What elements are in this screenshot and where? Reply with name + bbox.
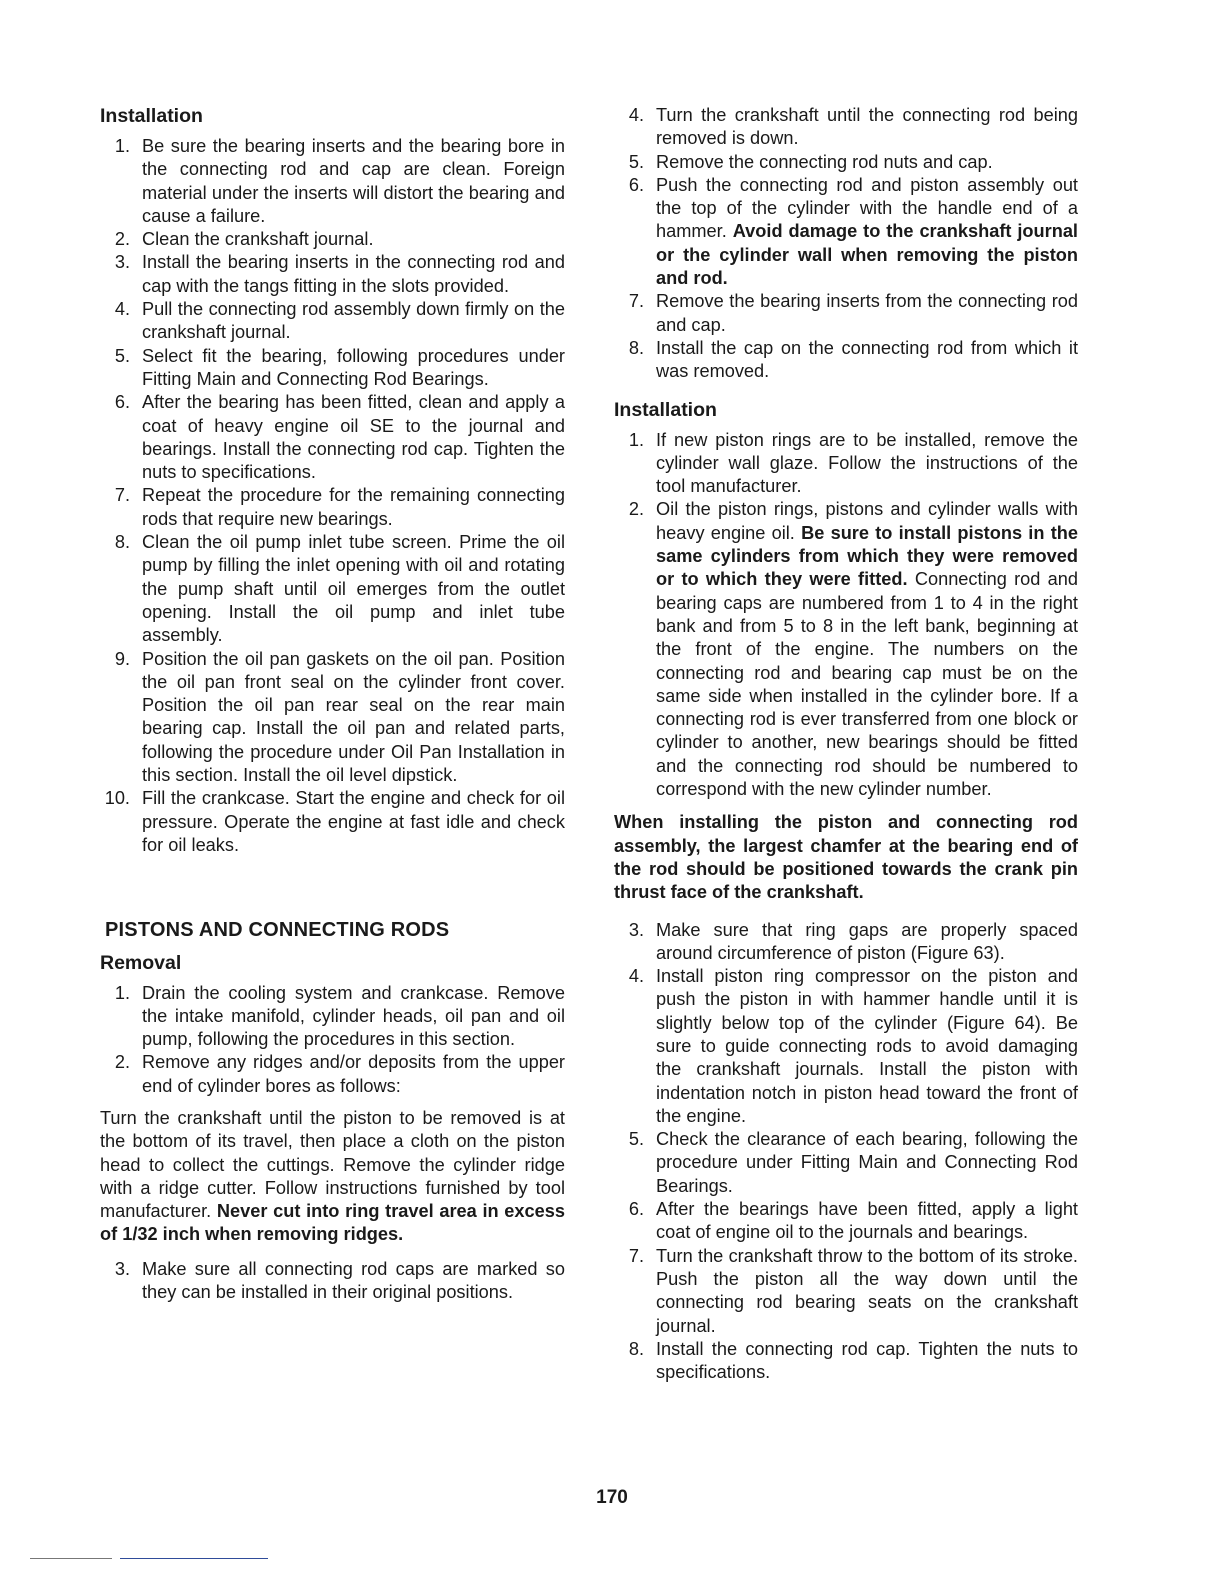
install-same-cylinder-warning: Be sure to install pistons in the same cylinders from which they were removed or to which they were fitted. <box>656 522 1078 590</box>
list-item-number: 7. <box>628 291 644 312</box>
list-item <box>614 337 1078 384</box>
list-item-number: 6. <box>628 174 644 195</box>
scan-artifact-line <box>120 1558 268 1559</box>
removal-steps-list-cont <box>100 1258 565 1305</box>
chamfer-note: When installing the piston and connecting rod assembly, the largest chamfer at the bearing end of the rod should be positioned towards the crank pin thrust face of the crankshaft. <box>614 812 1078 903</box>
scan-artifact-line <box>30 1558 112 1559</box>
list-item-text: Oil the piston rings, pistons and cylinder walls with heavy engine oil. <box>656 499 1078 543</box>
list-item <box>100 787 565 857</box>
list-item-text: Install the cap on the connecting rod from which it was removed. <box>656 337 1078 382</box>
list-item <box>614 1338 1078 1385</box>
list-item-number: 2. <box>628 499 644 520</box>
list-item-text: Repeat the procedure for the remaining connecting rods that require new bearings. <box>142 485 565 529</box>
piston-installation-steps-list <box>614 429 1078 802</box>
list-item <box>100 648 565 788</box>
list-item-number: 1. <box>628 429 644 450</box>
list-item <box>614 1128 1078 1198</box>
list-item-text: After the bearings have been fitted, apply a light coat of engine oil to the journals and bearings. <box>656 1199 1078 1243</box>
avoid-damage-warning: Avoid damage to the crankshaft journal or the cylinder wall when removing the piston and rod. <box>656 221 1078 289</box>
list-item-number: 2. <box>114 229 130 250</box>
list-item-text: Clean the oil pump inlet tube screen. Prime the oil pump by filling the inlet opening with oil and rotating the pump shaft until oil emerges from the outlet opening. Install the oil pump and inlet tube assembly. <box>142 532 565 646</box>
list-item-text: Drain the cooling system and crankcase. Remove the intake manifold, cylinder heads, oil pan and oil pump, following the procedures in this section. <box>142 982 565 1050</box>
list-item-text: Clean the crankshaft journal. <box>142 229 374 250</box>
list-item-text: If new piston rings are to be installed, remove the cylinder wall glaze. Follow the instructions of the tool manufacturer. <box>656 429 1078 497</box>
left-column <box>100 104 565 1304</box>
list-item <box>100 982 565 1052</box>
list-item-text: Turn the crankshaft throw to the bottom of its stroke. Push the piston all the way down until the connecting rod bearing seats on the crankshaft journal. <box>656 1245 1078 1336</box>
list-item-text: Select fit the bearing, following procedures under Fitting Main and Connecting Rod Bearings. <box>142 345 565 389</box>
ridge-warning: Never cut into ring travel area in excess of 1/32 inch when removing ridges. <box>100 1201 565 1245</box>
list-item <box>614 498 1078 801</box>
list-item-number: 3. <box>114 1258 130 1279</box>
list-item <box>614 174 1078 290</box>
list-item-number: 10. <box>104 788 130 809</box>
list-item-number: 8. <box>628 337 644 358</box>
list-item-number: 4. <box>628 966 644 987</box>
list-item-text: Make sure all connecting rod caps are marked so they can be installed in their original positions. <box>142 1258 565 1303</box>
list-item-text: Check the clearance of each bearing, following the procedure under Fitting Main and Connecting Rod Bearings. <box>656 1129 1078 1196</box>
list-item-number: 6. <box>114 392 130 413</box>
section-heading-removal: Removal <box>100 951 182 974</box>
list-item <box>614 1245 1078 1338</box>
ridge-removal-paragraph <box>100 1107 565 1247</box>
list-item <box>100 228 565 251</box>
list-item-text: Install the connecting rod cap. Tighten the nuts to specifications. <box>656 1338 1078 1383</box>
list-item-text: Install piston ring compressor on the piston and push the piston in with hammer handle until it is slightly below top of the cylinder (Figure 64). Be sure to guide connecting rods to avoid damaging the crankshaft journals. Install the piston with indentation notch in piston head toward the front of the engine. <box>656 966 1078 1126</box>
list-item-number: 7. <box>114 485 130 506</box>
list-item-number: 6. <box>628 1199 644 1220</box>
removal-steps-list <box>100 982 565 1098</box>
list-item-number: 4. <box>628 105 644 125</box>
section-heading-installation-pistons: Installation <box>614 398 717 421</box>
list-item-text: Push the connecting rod and piston assembly out the top of the cylinder with the handle end of a hammer. <box>656 174 1078 242</box>
list-item-text: Pull the connecting rod assembly down firmly on the crankshaft journal. <box>142 299 565 343</box>
list-item-number: 4. <box>114 299 130 320</box>
list-item-text: Remove the bearing inserts from the connecting rod and cap. <box>656 291 1078 335</box>
list-item <box>100 484 565 531</box>
piston-installation-steps-list-cont <box>614 919 1078 1385</box>
list-item <box>614 965 1078 1128</box>
list-item-text: Make sure that ring gaps are properly spaced around circumference of piston (Figure 63). <box>656 919 1078 963</box>
list-item <box>100 135 565 228</box>
installation-steps-list <box>100 135 565 857</box>
list-item <box>614 290 1078 337</box>
list-item-number: 7. <box>628 1245 644 1266</box>
list-item <box>614 1198 1078 1245</box>
list-item-text: Remove any ridges and/or deposits from the upper end of cylinder bores as follows: <box>142 1052 565 1096</box>
list-item-text: Fill the crankcase. Start the engine and check for oil pressure. Operate the engine at fast idle and check for oil leaks. <box>142 788 565 855</box>
list-item-text-cont: Connecting rod and bearing caps are numbered from 1 to 4 in the right bank and from 5 to 8 in the left bank, beginning at the front of the engine. The numbers on the connecting rod and bearing cap must be on the same side when installed in the cylinder bore. If a connecting rod is ever transferred from one block or cylinder to another, new bearings should be fitted and the connecting rod should be numbered to correspond with the new cylinder number. <box>656 569 1078 800</box>
list-item-number: 9. <box>114 648 130 669</box>
list-item <box>614 919 1078 966</box>
section-heading-pistons: PISTONS AND CONNECTING RODS <box>105 919 450 942</box>
list-item-text: Position the oil pan gaskets on the oil pan. Position the oil pan front seal on the cylinder front cover. Position the oil pan rear seal on the rear main bearing cap. Install the oil pan and related parts, following the procedure under Oil Pan Installation in this section. Install the oil level dipstick. <box>142 648 565 786</box>
list-item-text: After the bearing has been fitted, clean and apply a coat of heavy engine oil SE to the journal and bearings. Install the connecting rod cap. Tighten the nuts to specifications. <box>142 392 565 483</box>
list-item <box>100 345 565 392</box>
ridge-removal-text: Turn the crankshaft until the piston to be removed is at the bottom of its travel, then place a cloth on the piston head to collect the cuttings. Remove the cylinder ridge with a ridge cutter. Follow instructions furnished by tool manufacturer. <box>100 1107 565 1222</box>
section-heading-installation: Installation <box>100 105 203 127</box>
list-item-number: 2. <box>114 1052 130 1073</box>
list-item <box>100 251 565 298</box>
list-item-number: 3. <box>628 919 644 940</box>
right-column <box>614 104 1078 1384</box>
list-item-number: 8. <box>114 532 130 553</box>
list-item <box>100 1258 565 1305</box>
removal-steps-continued-list <box>614 104 1078 384</box>
list-item <box>614 429 1078 499</box>
list-item-text: Remove the connecting rod nuts and cap. <box>656 151 993 172</box>
list-item-number: 5. <box>628 1129 644 1150</box>
list-item-number: 5. <box>114 345 130 366</box>
list-item <box>100 1051 565 1098</box>
list-item <box>100 531 565 647</box>
page-number: 170 <box>596 1487 628 1508</box>
list-item-number: 5. <box>628 151 644 172</box>
list-item-text: Turn the crankshaft until the connecting rod being removed is down. <box>656 105 1078 149</box>
list-item <box>100 391 565 484</box>
list-item <box>614 151 1078 174</box>
list-item <box>614 104 1078 151</box>
list-item-number: 8. <box>628 1338 644 1359</box>
list-item-text: Be sure the bearing inserts and the bearing bore in the connecting rod and cap are clean. Foreign material under the inserts will distort the bearing and cause a failure. <box>142 136 565 226</box>
list-item-number: 1. <box>114 982 130 1003</box>
list-item-text: Install the bearing inserts in the connecting rod and cap with the tangs fitting in the slots provided. <box>142 252 565 296</box>
list-item-number: 1. <box>114 136 130 156</box>
list-item-number: 3. <box>114 252 130 273</box>
list-item <box>100 298 565 345</box>
